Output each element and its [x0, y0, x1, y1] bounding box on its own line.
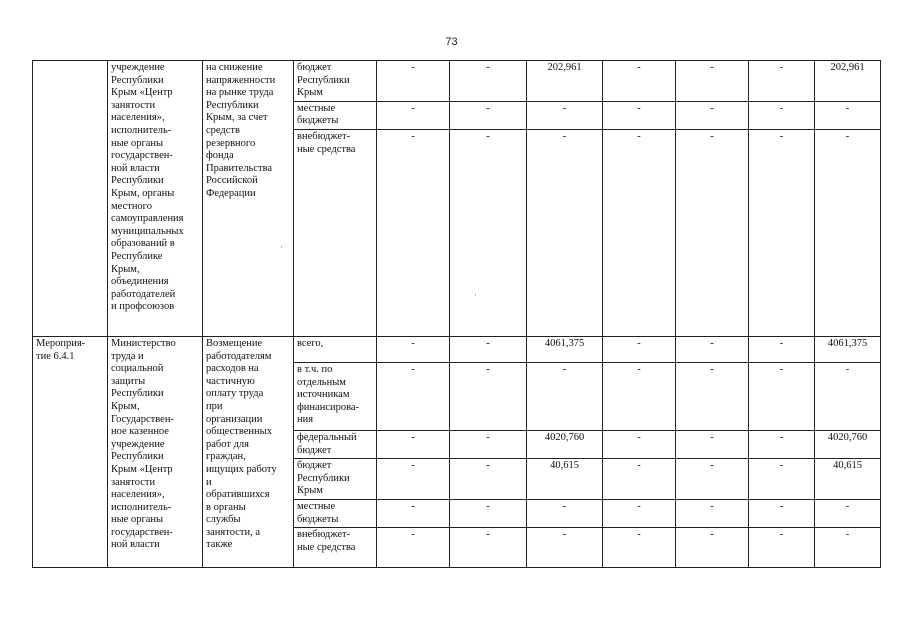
value-cell: - — [749, 430, 815, 458]
value-cell: - — [377, 459, 450, 500]
value-cell: - — [676, 129, 749, 336]
value-cell: - — [450, 528, 527, 568]
description-cell: на снижение напряженности на рынке труда Республики Крым, за счет средств резервного фонда Правительства Российской Федерации — [203, 61, 294, 337]
value-cell: - — [377, 129, 450, 336]
page-number: 73 — [445, 36, 458, 48]
value-cell: - — [377, 362, 450, 430]
value-cell: - — [676, 528, 749, 568]
value-cell: - — [603, 499, 676, 527]
value-cell: 202,961 — [527, 61, 603, 102]
value-cell: - — [749, 336, 815, 362]
value-cell: - — [676, 336, 749, 362]
value-cell: - — [603, 459, 676, 500]
value-cell: - — [603, 101, 676, 129]
source-cell: местные бюджеты — [294, 101, 377, 129]
value-cell: - — [676, 101, 749, 129]
event-cell: Мероприя- тие 6.4.1 — [33, 336, 108, 567]
table-body — [33, 61, 881, 568]
value-cell: 40,615 — [527, 459, 603, 500]
value-cell: - — [377, 336, 450, 362]
value-cell: - — [450, 61, 527, 102]
source-cell: бюджет Республики Крым — [294, 459, 377, 500]
value-cell: 4020,760 — [527, 430, 603, 458]
total-cell: - — [815, 101, 881, 129]
value-cell: - — [377, 101, 450, 129]
value-cell: - — [527, 528, 603, 568]
value-cell: - — [749, 459, 815, 500]
scan-speck: · — [280, 242, 283, 252]
value-cell: - — [749, 362, 815, 430]
total-cell: 202,961 — [815, 61, 881, 102]
value-cell: - — [527, 362, 603, 430]
source-cell: в т.ч. по отдельным источникам финансирова- ния — [294, 362, 377, 430]
value-cell: - — [450, 459, 527, 500]
source-cell: всего, — [294, 336, 377, 362]
value-cell: - — [377, 61, 450, 102]
source-cell: внебюджет- ные средства — [294, 528, 377, 568]
value-cell: - — [377, 528, 450, 568]
value-cell: - — [450, 499, 527, 527]
total-cell: - — [815, 528, 881, 568]
value-cell: - — [603, 528, 676, 568]
value-cell: - — [676, 430, 749, 458]
value-cell: - — [603, 129, 676, 336]
value-cell: - — [450, 430, 527, 458]
value-cell: - — [450, 129, 527, 336]
source-cell: внебюджет- ные средства — [294, 129, 377, 336]
value-cell: - — [527, 101, 603, 129]
value-cell: - — [527, 129, 603, 336]
total-cell: - — [815, 362, 881, 430]
executor-cell: учреждение Республики Крым «Центр занятости населения», исполнитель- ные органы государствен- ной власти Республики Крым, органы местного самоуправления муниципальных образований в Республике Крым, объединения работодателей и профсоюзов — [108, 61, 203, 337]
value-cell: - — [450, 362, 527, 430]
value-cell: - — [603, 362, 676, 430]
value-cell: - — [676, 61, 749, 102]
value-cell: 4061,375 — [527, 336, 603, 362]
value-cell: - — [450, 101, 527, 129]
value-cell: - — [749, 499, 815, 527]
value-cell: - — [749, 61, 815, 102]
event-cell — [33, 61, 108, 337]
funding-table — [32, 60, 881, 568]
value-cell: - — [749, 528, 815, 568]
total-cell: 4020,760 — [815, 430, 881, 458]
total-cell: - — [815, 499, 881, 527]
total-cell: - — [815, 129, 881, 336]
value-cell: - — [527, 499, 603, 527]
value-cell: - — [676, 459, 749, 500]
total-cell: 40,615 — [815, 459, 881, 500]
value-cell: - — [377, 499, 450, 527]
description-cell: Возмещение работодателям расходов на частичную оплату труда при организации общественных работ для граждан, ищущих работу и обратившихся в органы службы занятости, а также — [203, 336, 294, 567]
value-cell: - — [603, 336, 676, 362]
value-cell: - — [749, 101, 815, 129]
value-cell: - — [676, 362, 749, 430]
executor-cell: Министерство труда и социальной защиты Республики Крым, Государствен- ное казенное учреждение Республики Крым «Центр занятости населения», исполнитель- ные органы государствен- ной власти — [108, 336, 203, 567]
table-row — [33, 336, 881, 362]
scan-speck: · — [474, 290, 477, 300]
value-cell: - — [603, 61, 676, 102]
value-cell: - — [749, 129, 815, 336]
total-cell: 4061,375 — [815, 336, 881, 362]
value-cell: - — [603, 430, 676, 458]
value-cell: - — [676, 499, 749, 527]
table-row — [33, 61, 881, 102]
source-cell: бюджет Республики Крым — [294, 61, 377, 102]
source-cell: федеральный бюджет — [294, 430, 377, 458]
source-cell: местные бюджеты — [294, 499, 377, 527]
value-cell: - — [450, 336, 527, 362]
value-cell: - — [377, 430, 450, 458]
